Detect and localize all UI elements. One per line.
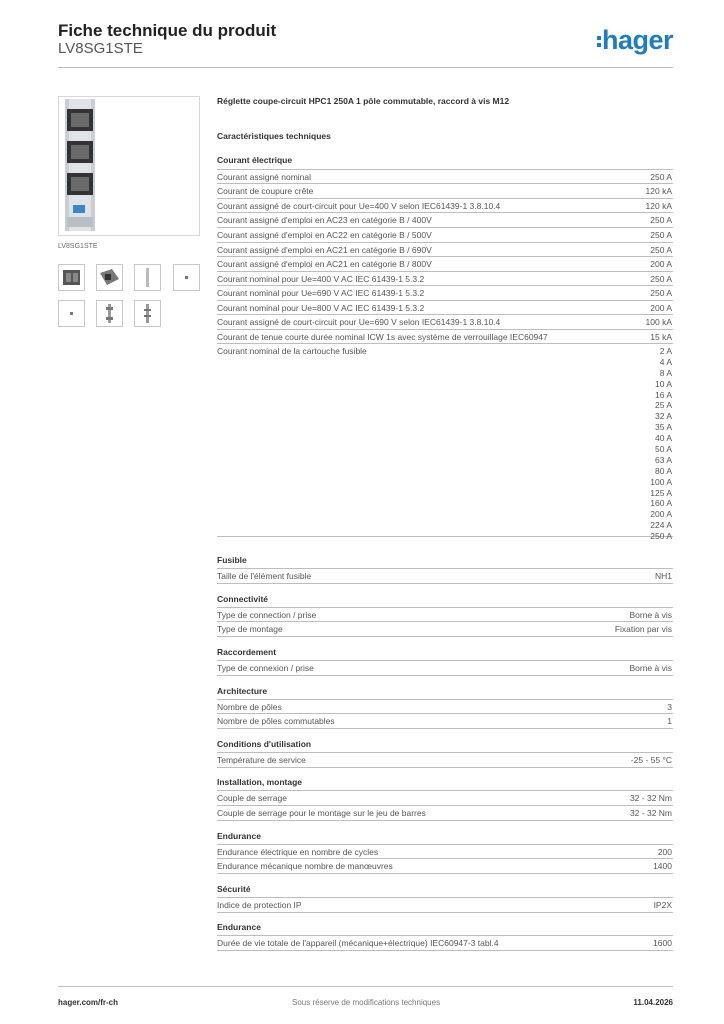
product-side-thumb[interactable]	[134, 264, 161, 291]
spec-row: Indice de protection IP IP2X	[217, 897, 673, 913]
section-title-endurance: Endurance	[217, 831, 261, 841]
section-title-endurance-2: Endurance	[217, 922, 261, 932]
spec-row: Température de service -25 - 55 °C	[217, 752, 673, 768]
fuse-rating-value: 224 A	[650, 520, 672, 531]
spec-row: Courant assigné d'emploi en AC22 en catégorie B / 500V 250 A	[217, 227, 673, 242]
spec-row: Type de connection / prise Borne à vis	[217, 607, 673, 622]
fuse-rating-value: 160 A	[650, 498, 672, 509]
product-angle-thumb[interactable]	[96, 264, 123, 291]
spec-row: Courant de coupure crête 120 kA	[217, 183, 673, 198]
spec-row: Courant assigné de court-circuit pour Ue=690 V selon IEC61439-1 3.8.10.4 100 kA	[217, 314, 673, 329]
spec-row: Nombre de pôles 3	[217, 699, 673, 714]
footer-divider	[58, 986, 673, 987]
fuse-rating-value: 16 A	[654, 389, 672, 400]
spec-row: Type de connexion / prise Borne à vis	[217, 660, 673, 676]
product-image-caption: LV8SG1STE	[58, 243, 98, 250]
product-reference: LV8SG1STE	[58, 40, 143, 57]
characteristics-title: Caractéristiques techniques	[217, 131, 331, 141]
footer-date: 11.04.2026	[633, 998, 673, 1007]
page-title: Fiche technique du produit	[58, 21, 277, 40]
fuse-rating-value: 35 A	[654, 422, 672, 433]
spec-row: Type de montage Fixation par vis	[217, 621, 673, 637]
spec-row: Couple de serrage 32 - 32 Nm	[217, 790, 673, 805]
spec-row: Durée de vie totale de l'appareil (mécanique+électrique) IEC60947-3 tabl.4 1600	[217, 935, 673, 951]
section-title-courant-electrique: Courant électrique	[217, 155, 293, 165]
spec-row: Endurance mécanique nombre de manœuvres 1400	[217, 858, 673, 874]
header-divider	[58, 67, 673, 68]
footer-disclaimer: Sous réserve de modifications techniques	[292, 998, 441, 1007]
spec-row: Courant nominal pour Ue=690 V AC IEC 61439-1 5.3.2 250 A	[217, 285, 673, 300]
section-title-architecture: Architecture	[217, 686, 268, 696]
fuse-rating-value: 63 A	[654, 454, 672, 465]
section-title-installation: Installation, montage	[217, 777, 303, 787]
product-description: Réglette coupe-circuit HPC1 250A 1 pôle commutable, raccord à vis M12	[217, 96, 510, 106]
fuse-rating-value: 200 A	[650, 509, 672, 520]
fuse-rating-value: 2 A	[659, 346, 672, 356]
footer-website-link[interactable]: hager.com/fr-ch	[58, 998, 119, 1007]
fuse-rating-value: 32 A	[654, 411, 672, 422]
spec-row: Courant de tenue courte durée nominal ICW 1s avec système de verrouillage IEC60947 15 kA	[217, 329, 673, 344]
fuse-rating-value: 250 A	[650, 531, 672, 542]
spec-row: Courant assigné d'emploi en AC21 en catégorie B / 690V 250 A	[217, 242, 673, 257]
fuse-rating-value: 40 A	[654, 433, 672, 444]
spec-row: Nombre de pôles commutables 1	[217, 713, 673, 729]
section-title-connectivite: Connectivité	[217, 594, 269, 604]
connection-drawing-thumb[interactable]	[58, 300, 85, 327]
fuse-rating-row: Courant nominal de la cartouche fusible 2 A 4 A 8 A 10 A 16 A 25 A 32 A 35 A 40 A 50 A 63 A 80 A 100 A 125 A 160 A 200 A 224 A 250 A	[217, 343, 673, 537]
fuse-rating-value: 80 A	[654, 465, 672, 476]
spec-row: Courant nominal pour Ue=800 V AC IEC 61439-1 5.3.2 200 A	[217, 300, 673, 315]
spec-row: Courant assigné nominal 250 A	[217, 169, 673, 184]
hager-logo	[597, 27, 673, 54]
fuse-rating-value: 4 A	[659, 356, 672, 367]
product-image	[58, 96, 200, 236]
fuse-rating-value: 125 A	[650, 487, 672, 498]
rail-drawing-thumb[interactable]	[134, 300, 161, 327]
spec-row: Courant nominal pour Ue=400 V AC IEC 61439-1 5.3.2 250 A	[217, 271, 673, 286]
fuse-drawing-thumb[interactable]	[96, 300, 123, 327]
spec-row: Taille de l'élément fusible NH1	[217, 568, 673, 584]
spec-row: Endurance électrique en nombre de cycles 200	[217, 844, 673, 859]
section-title-raccordement: Raccordement	[217, 647, 277, 657]
fuse-rating-value: 100 A	[650, 476, 672, 487]
fuse-rating-value: 50 A	[654, 444, 672, 455]
logo-dots-icon	[597, 33, 601, 50]
spec-row: Courant assigné d'emploi en AC23 en catégorie B / 400V 250 A	[217, 212, 673, 227]
fuse-switch-illustration	[59, 97, 199, 235]
section-title-conditions: Conditions d'utilisation	[217, 739, 312, 749]
dimension-drawing-thumb[interactable]	[173, 264, 200, 291]
fuse-rating-value: 8 A	[659, 367, 672, 378]
spec-row: Courant assigné d'emploi en AC21 en catégorie B / 800V 200 A	[217, 256, 673, 271]
fuse-rating-values	[650, 346, 672, 542]
section-title-securite: Sécurité	[217, 884, 251, 894]
fuse-rating-value: 10 A	[654, 378, 672, 389]
product-front-thumb[interactable]	[58, 264, 85, 291]
spec-row: Courant assigné de court-circuit pour Ue=400 V selon IEC61439-1 3.8.10.4 120 kA	[217, 198, 673, 213]
spec-row: Couple de serrage pour le montage sur le jeu de barres 32 - 32 Nm	[217, 805, 673, 821]
section-title-fusible: Fusible	[217, 555, 247, 565]
fuse-rating-value: 25 A	[654, 400, 672, 411]
logo-text: hager	[601, 25, 673, 55]
